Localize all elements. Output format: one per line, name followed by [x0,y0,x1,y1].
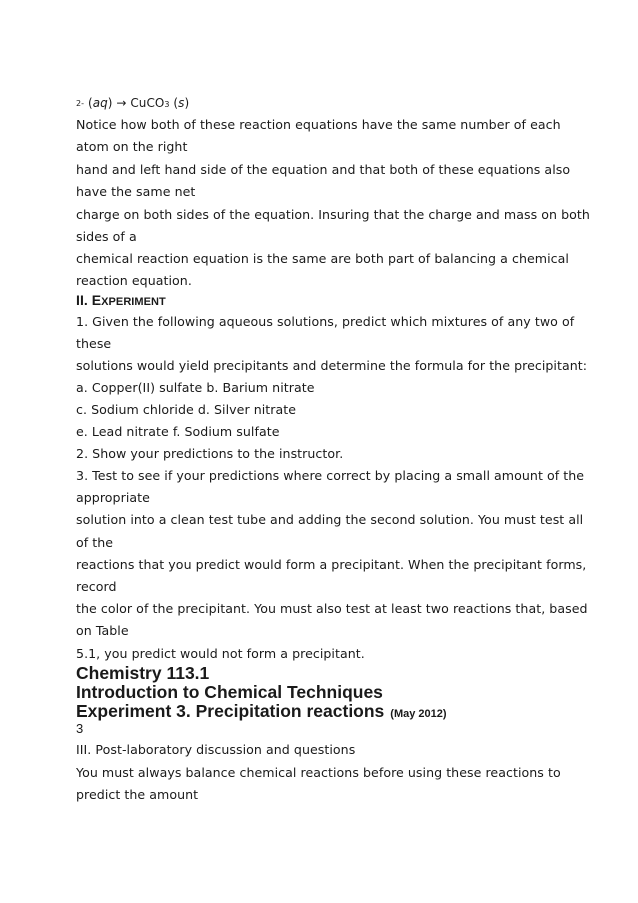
body-line: record [76,579,117,594]
body-line: sides of a [76,229,137,244]
experiment-title [76,702,447,723]
aq-state: aq [92,96,108,110]
body-line: atom on the right [76,139,188,154]
body-line: 5.1, you predict would not form a precipitant. [76,646,365,661]
body-line: a. Copper(II) sulfate b. Barium nitrate [76,380,315,395]
body-line: reactions that you predict would form a precipitant. When the precipitant forms, [76,557,587,572]
section-heading [76,292,166,310]
page-number: 3 [76,721,84,736]
experiment-name: Experiment 3. Precipitation reactions [76,701,385,721]
body-line: c. Sodium chloride d. Silver nitrate [76,402,297,417]
experiment-date: (May 2012) [390,708,447,720]
body-line: Notice how both of these reaction equations have the same number of each [76,117,561,132]
body-line: appropriate [76,490,150,505]
section-heading-rest: XPERIMENT [101,296,166,308]
body-line: the color of the precipitant. You must also test at least two reactions that, based [76,601,588,616]
body-line: charge on both sides of the equation. Insuring that the charge and mass on both [76,207,590,222]
product-subscript: 3 [164,100,170,109]
product-formula: CuCO [130,96,165,110]
body-line: e. Lead nitrate f. Sodium sulfate [76,424,280,439]
body-line: have the same net [76,184,196,199]
reaction-arrow: → [116,96,127,110]
body-line: III. Post-laboratory discussion and questions [76,742,356,757]
body-line: 3. Test to see if your predictions where correct by placing a small amount of the [76,468,585,483]
course-title: Chemistry 113.1 [76,663,210,683]
body-line: these [76,336,112,351]
body-line: solution into a clean test tube and adding the second solution. You must test all [76,512,584,527]
equation-line: 2- (aq) → CuCO3 (s) [76,96,190,110]
body-line: You must always balance chemical reactions before using these reactions to [76,765,561,780]
body-line: solutions would yield precipitants and determine the formula for the precipitant: [76,358,588,373]
body-line: 1. Given the following aqueous solutions, predict which mixtures of any two of [76,314,575,329]
charge-superscript: 2- [76,99,85,108]
body-line: predict the amount [76,787,199,802]
body-line: 2. Show your predictions to the instructor. [76,446,344,461]
course-subtitle: Introduction to Chemical Techniques [76,682,383,702]
solid-state: s [178,96,185,110]
body-line: reaction equation. [76,273,192,288]
body-line: of the [76,535,114,550]
section-heading-start: II. E [76,292,102,308]
body-line: on Table [76,623,129,638]
body-line: chemical reaction equation is the same are both part of balancing a chemical [76,251,569,266]
body-line: hand and left hand side of the equation and that both of these equations also [76,162,571,177]
